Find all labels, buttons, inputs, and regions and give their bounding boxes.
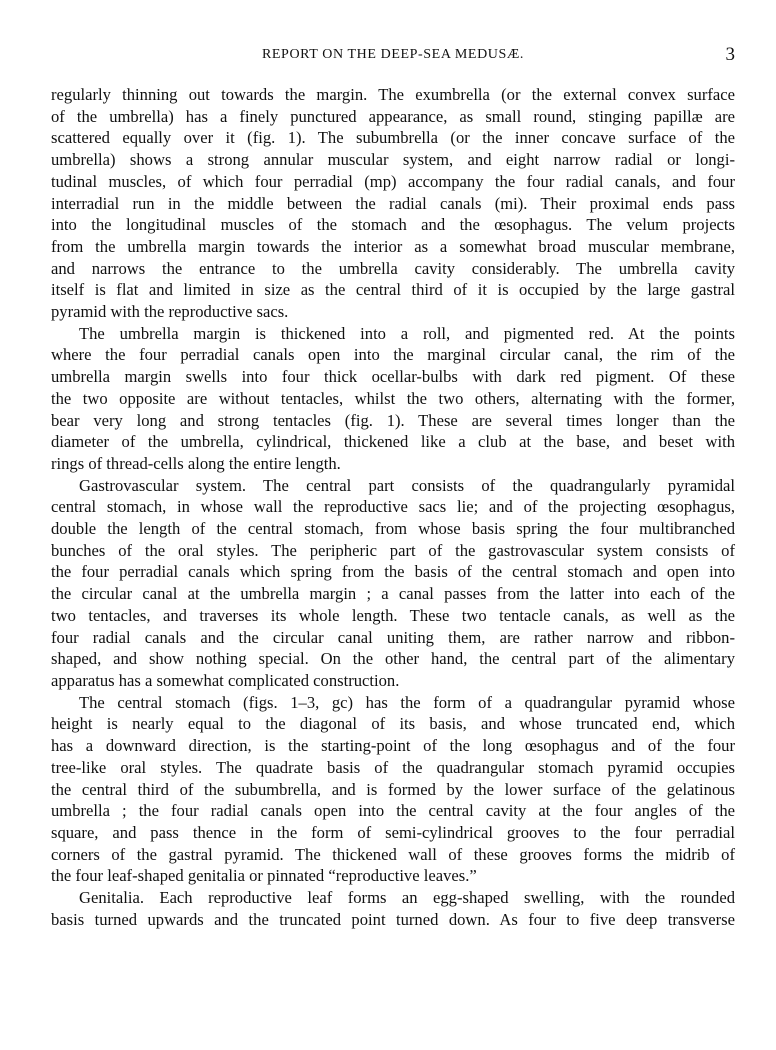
text-line: regularly thinning out towards the margin. The exumbrella (or the external convex surface (51, 85, 735, 104)
text-line: from the umbrella margin towards the interior as a somewhat broad muscular membrane, (51, 236, 735, 256)
text-line: umbrella ; the four radial canals open into the central cavity at the four angles of the (51, 801, 735, 821)
text-line: tree-like oral styles. The quadrate basis of the quadrangular stomach pyramid occupies (51, 757, 735, 777)
text-line: shaped, and show nothing special. On the other hand, the central part of the alimentary (51, 649, 735, 669)
paragraph-umbrella-margin (51, 323, 735, 475)
text-line: the two opposite are without tentacles, whilst the two others, alternating with the former, (51, 388, 735, 408)
text-line: the four leaf-shaped genitalia or pinnated “reproductive leaves.” (51, 866, 477, 886)
running-title: REPORT ON THE DEEP-SEA MEDUSÆ. (261, 47, 525, 62)
text-line: where the four perradial canals open into the marginal circular canal, the rim of the (51, 345, 735, 365)
text-line: into the longitudinal muscles of the stomach and the œsophagus. The velum projects (51, 215, 735, 235)
text-line: Genitalia. Each reproductive leaf forms an egg-shaped swelling, with the rounded (79, 888, 735, 908)
text-line: square, and pass thence in the form of semi-cylindrical grooves to the four perradial (51, 822, 735, 842)
text-line: the four perradial canals which spring from the basis of the central stomach and open into (51, 562, 735, 582)
text-line: umbrella) shows a strong annular muscular system, and eight narrow radial or longi- (51, 150, 735, 170)
body-text (51, 84, 735, 930)
paragraph-central-stomach (51, 692, 735, 887)
text-line: height is nearly equal to the diagonal of its basis, and whose truncated end, which (51, 714, 735, 734)
text-line: The umbrella margin is thickened into a roll, and pigmented red. At the points (79, 323, 735, 343)
text-line: bunches of the oral styles. The peripheric part of the gastrovascular system consists of (51, 540, 735, 560)
text-line: diameter of the umbrella, cylindrical, thickened like a club at the base, and beset with (51, 432, 735, 452)
text-line: umbrella margin swells into four thick ocellar-bulbs with dark red pigment. Of these (51, 367, 735, 387)
text-line: tudinal muscles, of which four perradial (mp) accompany the four radial canals, and four (51, 171, 735, 191)
text-line: and narrows the entrance to the umbrella cavity considerably. The umbrella cavity (51, 258, 735, 278)
text-line: the circular canal at the umbrella margin ; a canal passes from the latter into each of the (51, 584, 735, 604)
running-head (51, 44, 735, 66)
text-line: of the umbrella) has a finely punctured appearance, as small round, stinging papillæ are (51, 106, 735, 126)
text-line: itself is flat and limited in size as the central third of it is occupied by the large gastral (51, 280, 735, 300)
text-line: Gastrovascular system. The central part consists of the quadrangularly pyramidal (79, 475, 735, 495)
text-line: central stomach, in whose wall the reproductive sacs lie; and of the projecting œsophagus, (51, 497, 735, 517)
text-line: interradial run in the middle between the radial canals (mi). Their proximal ends pass (51, 193, 735, 213)
text-line: apparatus has a somewhat complicated construction. (51, 670, 400, 690)
text-line: double the length of the central stomach, from whose basis spring the four multibranched (51, 519, 735, 539)
text-line: bear very long and strong tentacles (fig. 1). These are several times longer than the (51, 410, 735, 430)
text-line: rings of thread-cells along the entire length. (51, 453, 341, 473)
paragraph-gastrovascular-system (51, 475, 735, 692)
text-line: basis turned upwards and the truncated point turned down. As four to five deep transverse (51, 909, 735, 929)
text-line: corners of the gastral pyramid. The thickened wall of these grooves forms the midrib of (51, 844, 735, 864)
paragraph-genitalia (51, 887, 735, 930)
text-line: The central stomach (figs. 1–3, gc) has the form of a quadrangular pyramid whose (79, 692, 735, 712)
text-line: has a downward direction, is the starting-point of the long œsophagus and of the four (51, 736, 735, 756)
text-line: pyramid with the reproductive sacs. (51, 302, 289, 322)
text-line: scattered equally over it (fig. 1). The subumbrella (or the inner concave surface of the (51, 128, 735, 148)
paragraph-continuation (51, 84, 735, 323)
text-line: the central third of the subumbrella, and is formed by the lower surface of the gelatinous (51, 779, 735, 799)
text-line: two tentacles, and traverses its whole length. These two tentacle canals, as well as the (51, 605, 735, 625)
text-line: four radial canals and the circular canal uniting them, are rather narrow and ribbon- (51, 627, 735, 647)
page-number: 3 (725, 44, 735, 65)
